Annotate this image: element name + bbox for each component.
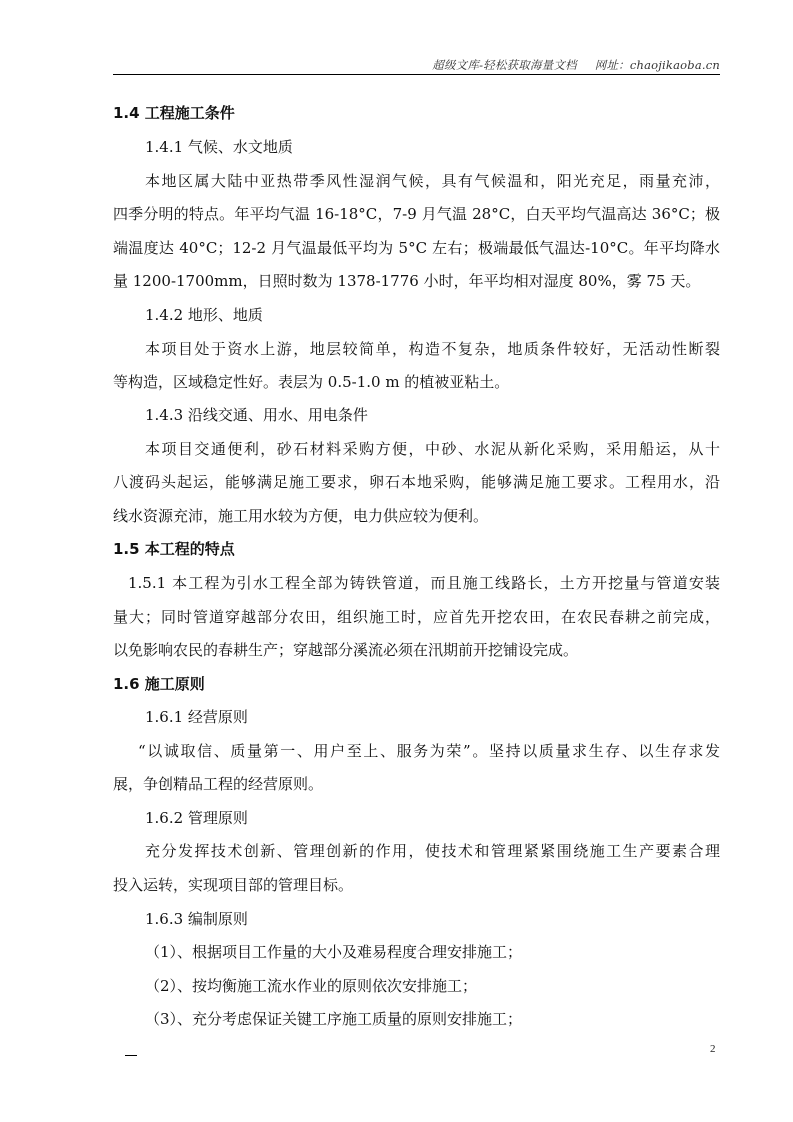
paragraph-line: 本地区属大陆中亚热带季风性湿润气候，具有气候温和，阳光充足，雨量充沛， bbox=[145, 172, 720, 190]
paragraph-line: 展，争创精品工程的经营原则。 bbox=[113, 775, 324, 793]
page-number: 2 bbox=[710, 1043, 716, 1055]
paragraph-line: 本项目处于资水上游，地层较简单，构造不复杂，地质条件较好，无活动性断裂 bbox=[145, 340, 720, 358]
heading-1-6: 1.6 施工原则 bbox=[113, 675, 205, 693]
paragraph-line: 四季分明的特点。年平均气温 16-18°C，7-9 月气温 28°C，白天平均气温高达 36°C；极 bbox=[113, 205, 720, 223]
paragraph-line: 投入运转，实现项目部的管理目标。 bbox=[113, 876, 354, 894]
paragraph-line: 量大；同时管道穿越部分农田，组织施工时，应首先开挖农田，在农民春耕之前完成， bbox=[113, 608, 720, 626]
heading-1-4: 1.4 工程施工条件 bbox=[113, 104, 235, 122]
paragraph-line: 等构造，区域稳定性好。表层为 0.5-1.0 m 的植被亚粘土。 bbox=[113, 373, 510, 391]
header-url: 网址：chaojikaoba.cn bbox=[594, 58, 720, 72]
paragraph-line: 量 1200-1700mm，日照时数为 1378-1776 小时，年平均相对湿度 80%，雾 75 天。 bbox=[113, 272, 701, 290]
list-item: （1）、根据项目工作量的大小及难易程度合理安排施工； bbox=[145, 943, 523, 961]
paragraph-line: 本项目交通便利，砂石材料采购方便，中砂、水泥从新化采购，采用船运，从十 bbox=[145, 440, 720, 458]
paragraph-line: 充分发挥技术创新、管理创新的作用，使技术和管理紧紧围绕施工生产要素合理 bbox=[145, 842, 720, 860]
paragraph-line: 线水资源充沛，施工用水较为方便，电力供应较为便利。 bbox=[113, 507, 489, 525]
paragraph-line: 1.5.1 本工程为引水工程全部为铸铁管道，而且施工线路长，土方开挖量与管道安装 bbox=[128, 574, 720, 592]
header-divider bbox=[113, 74, 720, 75]
heading-1-5: 1.5 本工程的特点 bbox=[113, 540, 235, 558]
list-item: （3）、充分考虑保证关键工序施工质量的原则安排施工； bbox=[145, 1010, 523, 1028]
heading-1-4-3: 1.4.3 沿线交通、用水、用电条件 bbox=[145, 406, 368, 424]
footer-dash bbox=[125, 1055, 137, 1056]
heading-1-6-2: 1.6.2 管理原则 bbox=[145, 809, 248, 827]
heading-1-4-1: 1.4.1 气候、水文地质 bbox=[145, 138, 293, 156]
header-site-name: 超级文库-轻松获取海量文档 bbox=[432, 58, 577, 72]
paragraph-line: 八渡码头起运，能够满足施工要求，卵石本地采购，能够满足施工要求。工程用水，沿 bbox=[113, 473, 720, 491]
heading-1-6-1: 1.6.1 经营原则 bbox=[145, 708, 248, 726]
paragraph-line: 以免影响农民的春耕生产；穿越部分溪流必须在汛期前开挖铺设完成。 bbox=[113, 641, 579, 659]
header-text bbox=[432, 57, 720, 73]
heading-1-6-3: 1.6.3 编制原则 bbox=[145, 910, 248, 928]
list-item: （2）、按均衡施工流水作业的原则依次安排施工； bbox=[145, 977, 478, 995]
heading-1-4-2: 1.4.2 地形、地质 bbox=[145, 306, 263, 324]
paragraph-line: 端温度达 40°C；12-2 月气温最低平均为 5°C 左右；极端最低气温达-10°C。年平均降水 bbox=[113, 239, 720, 257]
paragraph-line: “以诚取信、质量第一、用户至上、服务为荣”。坚持以质量求生存、以生存求发 bbox=[138, 742, 720, 760]
